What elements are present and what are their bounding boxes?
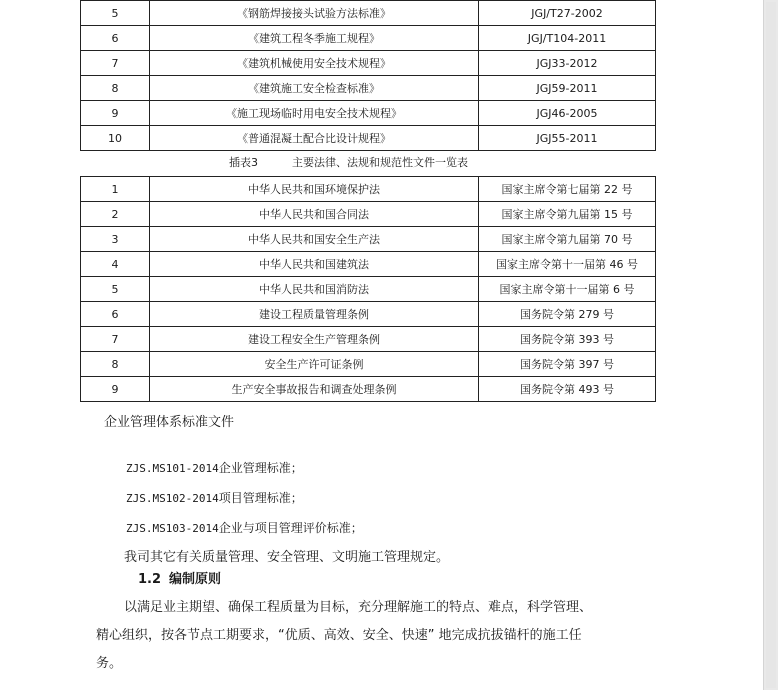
- standard-name: 《普通混凝土配合比设计规程》: [150, 126, 479, 151]
- row-number: 2: [81, 202, 150, 227]
- scrollbar-thumb[interactable]: [766, 2, 776, 688]
- row-number: 1: [81, 177, 150, 202]
- table-row: [81, 76, 656, 101]
- paragraph-line: 以满足业主期望、确保工程质量为目标，充分理解施工的特点、难点，科学管理、: [124, 600, 593, 615]
- table-row: [81, 51, 656, 76]
- standards-table: [80, 0, 656, 151]
- law-decree: 国务院令第 279 号: [479, 302, 656, 327]
- row-number: 7: [81, 51, 150, 76]
- table-row: [81, 177, 656, 202]
- mgmt-standard-item: [126, 519, 363, 536]
- mgmt-standards-heading: 企业管理体系标准文件: [104, 415, 235, 430]
- standard-code: JGJ55-2011: [479, 126, 656, 151]
- laws-table: [80, 176, 656, 402]
- caption-number: 插表3: [229, 156, 258, 169]
- standard-code: ZJS.MS101-2014: [126, 462, 219, 475]
- table-row: [81, 101, 656, 126]
- row-number: 9: [81, 101, 150, 126]
- standard-code: JGJ46-2005: [479, 101, 656, 126]
- standard-name: 《建筑工程冬季施工规程》: [150, 26, 479, 51]
- row-number: 5: [81, 1, 150, 26]
- standard-name: 《钢筋焊接接头试验方法标准》: [150, 1, 479, 26]
- mgmt-standard-item: [126, 459, 303, 476]
- row-number: 9: [81, 377, 150, 402]
- row-number: 7: [81, 327, 150, 352]
- law-name: 中华人民共和国消防法: [150, 277, 479, 302]
- table-row: [81, 302, 656, 327]
- row-number: 10: [81, 126, 150, 151]
- standard-text: 企业管理标准；: [218, 461, 303, 475]
- row-number: 6: [81, 302, 150, 327]
- standard-text: 企业与项目管理评价标准；: [218, 521, 363, 535]
- law-decree: 国家主席令第七届第 22 号: [479, 177, 656, 202]
- standard-code: ZJS.MS102-2014: [126, 492, 219, 505]
- law-decree: 国务院令第 397 号: [479, 352, 656, 377]
- standard-code: ZJS.MS103-2014: [126, 522, 219, 535]
- law-name: 中华人民共和国环境保护法: [150, 177, 479, 202]
- table-row: [81, 202, 656, 227]
- standard-code: JGJ33-2012: [479, 51, 656, 76]
- law-name: 中华人民共和国建筑法: [150, 252, 479, 277]
- company-rules-text: 我司其它有关质量管理、安全管理、文明施工管理规定。: [124, 550, 450, 565]
- caption-title: 主要法律、法规和规范性文件一览表: [292, 156, 468, 169]
- row-number: 4: [81, 252, 150, 277]
- law-name: 建设工程质量管理条例: [150, 302, 479, 327]
- section-heading: [138, 568, 221, 587]
- law-decree: 国家主席令第十一届第 6 号: [479, 277, 656, 302]
- standard-name: 《建筑机械使用安全技术规程》: [150, 51, 479, 76]
- standard-text: 项目管理标准；: [218, 491, 303, 505]
- standard-name: 《建筑施工安全检查标准》: [150, 76, 479, 101]
- table-row: [81, 252, 656, 277]
- law-name: 中华人民共和国安全生产法: [150, 227, 479, 252]
- law-decree: 国家主席令第十一届第 46 号: [479, 252, 656, 277]
- row-number: 5: [81, 277, 150, 302]
- standard-code: JGJ59-2011: [479, 76, 656, 101]
- table-row: [81, 126, 656, 151]
- standard-code: JGJ/T104-2011: [479, 26, 656, 51]
- law-name: 安全生产许可证条例: [150, 352, 479, 377]
- law-name: 生产安全事故报告和调查处理条例: [150, 377, 479, 402]
- table-caption: [229, 154, 468, 170]
- law-decree: 国家主席令第九届第 70 号: [479, 227, 656, 252]
- row-number: 8: [81, 352, 150, 377]
- section-title: 编制原则: [169, 572, 222, 587]
- row-number: 6: [81, 26, 150, 51]
- table-row: [81, 227, 656, 252]
- law-decree: 国家主席令第九届第 15 号: [479, 202, 656, 227]
- row-number: 3: [81, 227, 150, 252]
- table-row: [81, 352, 656, 377]
- law-name: 建设工程安全生产管理条例: [150, 327, 479, 352]
- table-row: [81, 277, 656, 302]
- mgmt-standard-item: [126, 489, 303, 506]
- vertical-scrollbar[interactable]: [763, 0, 778, 690]
- standard-name: 《施工现场临时用电安全技术规程》: [150, 101, 479, 126]
- table-row: [81, 327, 656, 352]
- law-name: 中华人民共和国合同法: [150, 202, 479, 227]
- law-decree: 国务院令第 393 号: [479, 327, 656, 352]
- law-decree: 国务院令第 493 号: [479, 377, 656, 402]
- paragraph-line: 务。: [96, 656, 123, 671]
- table-row: [81, 377, 656, 402]
- table-row: [81, 1, 656, 26]
- section-number: 1.2: [138, 572, 162, 587]
- paragraph-line: 精心组织，按各节点工期要求，“优质、高效、安全、快速” 地完成抗拔锚杆的施工任: [96, 628, 582, 643]
- row-number: 8: [81, 76, 150, 101]
- table-row: [81, 26, 656, 51]
- standard-code: JGJ/T27-2002: [479, 1, 656, 26]
